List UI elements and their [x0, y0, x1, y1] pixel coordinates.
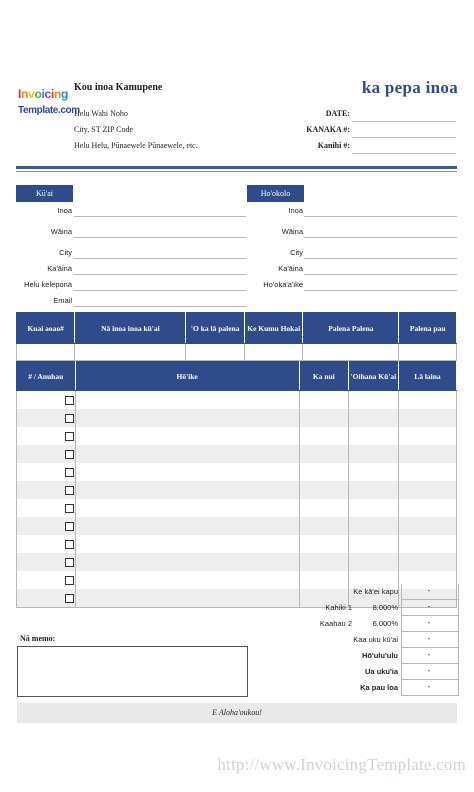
total-label: Kaa uku kū'ai	[353, 635, 398, 644]
logo-letter: n	[53, 87, 61, 101]
order-cell[interactable]	[399, 344, 457, 361]
bill-to-header: Kū'ai	[16, 185, 73, 202]
item-cell[interactable]	[17, 499, 76, 517]
order-cell[interactable]	[303, 344, 399, 361]
order-col-header: Ke Kumu Hokai	[244, 313, 302, 344]
item-cell[interactable]	[348, 391, 398, 410]
total-label: Ua uku'ia	[364, 667, 398, 676]
item-cell[interactable]	[299, 481, 348, 499]
items-col-header: # / Anuhau	[17, 362, 76, 391]
total-value: -	[427, 586, 431, 595]
order-cell[interactable]	[17, 344, 75, 361]
order-col-header: Nā inoa inoa kū'ai	[75, 313, 186, 344]
order-col-header: 'O ka lā palena	[186, 313, 245, 344]
bill-to-field-label: Ka'āina	[47, 264, 72, 273]
total-value: -	[427, 634, 431, 643]
ship-to-field-label: City	[290, 248, 303, 257]
logo-letter: v	[28, 87, 35, 101]
memo-label: Nā memo:	[20, 634, 56, 643]
company-address-1: Helu Wahi Noho	[74, 109, 128, 118]
item-cell[interactable]	[17, 517, 76, 535]
item-cell[interactable]	[398, 409, 456, 427]
item-cell[interactable]	[348, 463, 398, 481]
bill-to-field-input[interactable]	[74, 216, 246, 217]
item-cell[interactable]	[17, 571, 76, 589]
item-row	[17, 499, 457, 517]
ship-to-header: Ho'okolo	[247, 185, 304, 202]
company-name: Kou inoa Kamupene	[74, 82, 163, 93]
bill-to-field-label: Inoa	[57, 206, 72, 215]
order-col-header: Kuai aoao#	[17, 313, 75, 344]
item-cell[interactable]	[398, 553, 456, 571]
logo-letter: n	[21, 87, 29, 101]
items-col-header: 'Oihana Kū'ai	[348, 362, 398, 391]
item-row	[17, 445, 457, 463]
item-cell[interactable]	[398, 445, 456, 463]
ship-to-field-input[interactable]	[304, 290, 457, 291]
total-value: -	[427, 682, 431, 691]
item-checkbox[interactable]	[65, 504, 74, 513]
item-cell[interactable]	[299, 535, 348, 553]
item-cell[interactable]	[299, 391, 348, 410]
footer-message: E Aloha'oukou!	[17, 703, 457, 723]
item-cell[interactable]	[75, 427, 299, 445]
item-cell[interactable]	[299, 517, 348, 535]
item-checkbox[interactable]	[65, 432, 74, 441]
order-cell[interactable]	[75, 344, 186, 361]
order-cell[interactable]	[244, 344, 302, 361]
logo-letter: I	[18, 87, 22, 101]
item-cell[interactable]	[348, 499, 398, 517]
items-body	[17, 391, 457, 608]
item-row	[17, 517, 457, 535]
logo-letter: o	[34, 87, 42, 101]
item-cell[interactable]	[75, 409, 299, 427]
date-label: DATE:	[325, 109, 350, 118]
item-cell[interactable]	[17, 481, 76, 499]
bill-to-field-label: City	[59, 248, 72, 257]
bill-to-field-input[interactable]	[74, 274, 246, 275]
line-items-table	[16, 361, 457, 608]
ship-to-field-label: Inoa	[288, 206, 303, 215]
item-cell[interactable]	[398, 535, 456, 553]
item-cell[interactable]	[299, 427, 348, 445]
item-row	[17, 427, 457, 445]
item-cell[interactable]	[17, 391, 76, 410]
reference-label: Kanihi #:	[317, 141, 350, 150]
bill-to-field-input[interactable]	[74, 258, 246, 259]
item-cell[interactable]	[348, 481, 398, 499]
bill-to-field-input[interactable]	[74, 237, 246, 238]
item-row	[17, 409, 457, 427]
bill-to-field-input[interactable]	[74, 290, 246, 291]
item-cell[interactable]	[75, 481, 299, 499]
item-row	[17, 481, 457, 499]
ship-to-field-input[interactable]	[304, 216, 457, 217]
logo-letter: i	[50, 87, 54, 101]
item-checkbox[interactable]	[65, 486, 74, 495]
item-cell[interactable]	[17, 409, 76, 427]
invoice-number-label: KANAKA #:	[306, 125, 350, 134]
watermark: http://www.InvoicingTemplate.com	[217, 755, 466, 774]
item-cell[interactable]	[348, 427, 398, 445]
item-cell[interactable]	[75, 589, 299, 608]
item-cell[interactable]	[299, 463, 348, 481]
tax-rate: 8.000%	[372, 603, 398, 612]
invoice-number-field[interactable]	[352, 137, 456, 138]
item-cell[interactable]	[75, 553, 299, 571]
item-cell[interactable]	[348, 553, 398, 571]
item-cell[interactable]	[75, 463, 299, 481]
company-address-3: Helu Helu, Pūnaewele Pūnaewele, etc.	[74, 141, 198, 150]
items-col-header: Lā laina	[398, 362, 456, 391]
header-divider	[16, 166, 457, 169]
total-label: Kaahau 2	[319, 619, 352, 628]
bill-to-field-label: Helu kelepona	[24, 280, 72, 289]
item-cell[interactable]	[299, 409, 348, 427]
bill-to-field-label: Email	[53, 296, 72, 305]
item-checkbox[interactable]	[65, 558, 74, 567]
logo-line-2: Template.com	[18, 105, 80, 116]
date-field[interactable]	[352, 121, 456, 122]
order-header-row	[17, 313, 457, 344]
total-value: -	[427, 650, 431, 659]
item-checkbox[interactable]	[65, 540, 74, 549]
ship-to-field-input[interactable]	[304, 258, 457, 259]
order-col-header: Palena pau	[399, 313, 457, 344]
item-checkbox[interactable]	[65, 414, 74, 423]
logo-letter: g	[60, 87, 69, 101]
item-cell[interactable]	[75, 571, 299, 589]
item-cell[interactable]	[17, 445, 76, 463]
item-checkbox[interactable]	[65, 594, 74, 603]
item-row	[17, 463, 457, 481]
item-cell[interactable]	[17, 589, 76, 608]
item-cell[interactable]	[17, 535, 76, 553]
ship-to-field-input[interactable]	[304, 237, 457, 238]
total-label: Kahiki 1	[325, 603, 352, 612]
item-cell[interactable]	[75, 391, 299, 410]
item-cell[interactable]	[398, 463, 456, 481]
bill-to-field-label: Wāina	[50, 227, 72, 236]
item-checkbox[interactable]	[65, 576, 74, 585]
total-value: -	[427, 666, 431, 675]
item-cell[interactable]	[17, 463, 76, 481]
item-row	[17, 553, 457, 571]
ship-to-field-label: Ka'āina	[278, 264, 303, 273]
item-checkbox[interactable]	[65, 450, 74, 459]
order-info-table	[16, 312, 457, 361]
reference-field[interactable]	[352, 153, 456, 154]
total-label: Ke kā'ei kapu	[353, 587, 398, 596]
item-cell[interactable]	[348, 535, 398, 553]
logo-letter: c	[44, 87, 51, 101]
memo-field[interactable]	[17, 646, 248, 697]
item-row	[17, 391, 457, 410]
total-label: Hō'ulu'ulu	[361, 651, 398, 660]
logo-letter: i	[41, 87, 45, 101]
item-cell[interactable]	[75, 535, 299, 553]
item-row	[17, 535, 457, 553]
item-checkbox[interactable]	[65, 522, 74, 531]
item-cell[interactable]	[398, 427, 456, 445]
bill-to-field-input[interactable]	[74, 306, 246, 307]
ship-to-field-input[interactable]	[304, 274, 457, 275]
items-col-header: Ka nui	[299, 362, 348, 391]
item-cell[interactable]	[75, 499, 299, 517]
order-col-header: Palena Palena	[303, 313, 399, 344]
total-value: -	[427, 618, 431, 627]
item-cell[interactable]	[348, 517, 398, 535]
item-cell[interactable]	[348, 445, 398, 463]
header-divider-thin	[16, 171, 457, 172]
items-header-row	[17, 362, 457, 391]
item-cell[interactable]	[299, 499, 348, 517]
item-cell[interactable]	[75, 517, 299, 535]
item-cell[interactable]	[348, 409, 398, 427]
items-col-header: Hō'ike	[75, 362, 299, 391]
item-cell[interactable]	[75, 445, 299, 463]
ship-to-field-label: Wāina	[281, 227, 303, 236]
ship-to-field-label: Ho'oka'a'ike	[263, 280, 303, 289]
total-label: Ka pau loa	[360, 683, 398, 692]
tax-rate: 6.000%	[372, 619, 398, 628]
item-checkbox[interactable]	[65, 396, 74, 405]
item-cell[interactable]	[398, 391, 456, 410]
company-logo	[18, 86, 80, 130]
item-cell[interactable]	[398, 517, 456, 535]
item-cell[interactable]	[398, 499, 456, 517]
item-cell[interactable]	[17, 553, 76, 571]
company-address-2: City, ST ZIP Code	[74, 125, 134, 134]
item-cell[interactable]	[398, 481, 456, 499]
document-title: ka pepa inoa	[361, 78, 458, 97]
logo-line-1	[18, 86, 70, 102]
total-value: -	[427, 602, 431, 611]
item-cell[interactable]	[299, 445, 348, 463]
order-cell[interactable]	[186, 344, 245, 361]
item-cell[interactable]	[299, 553, 348, 571]
item-checkbox[interactable]	[65, 468, 74, 477]
item-cell[interactable]	[17, 427, 76, 445]
order-value-row	[17, 344, 457, 361]
